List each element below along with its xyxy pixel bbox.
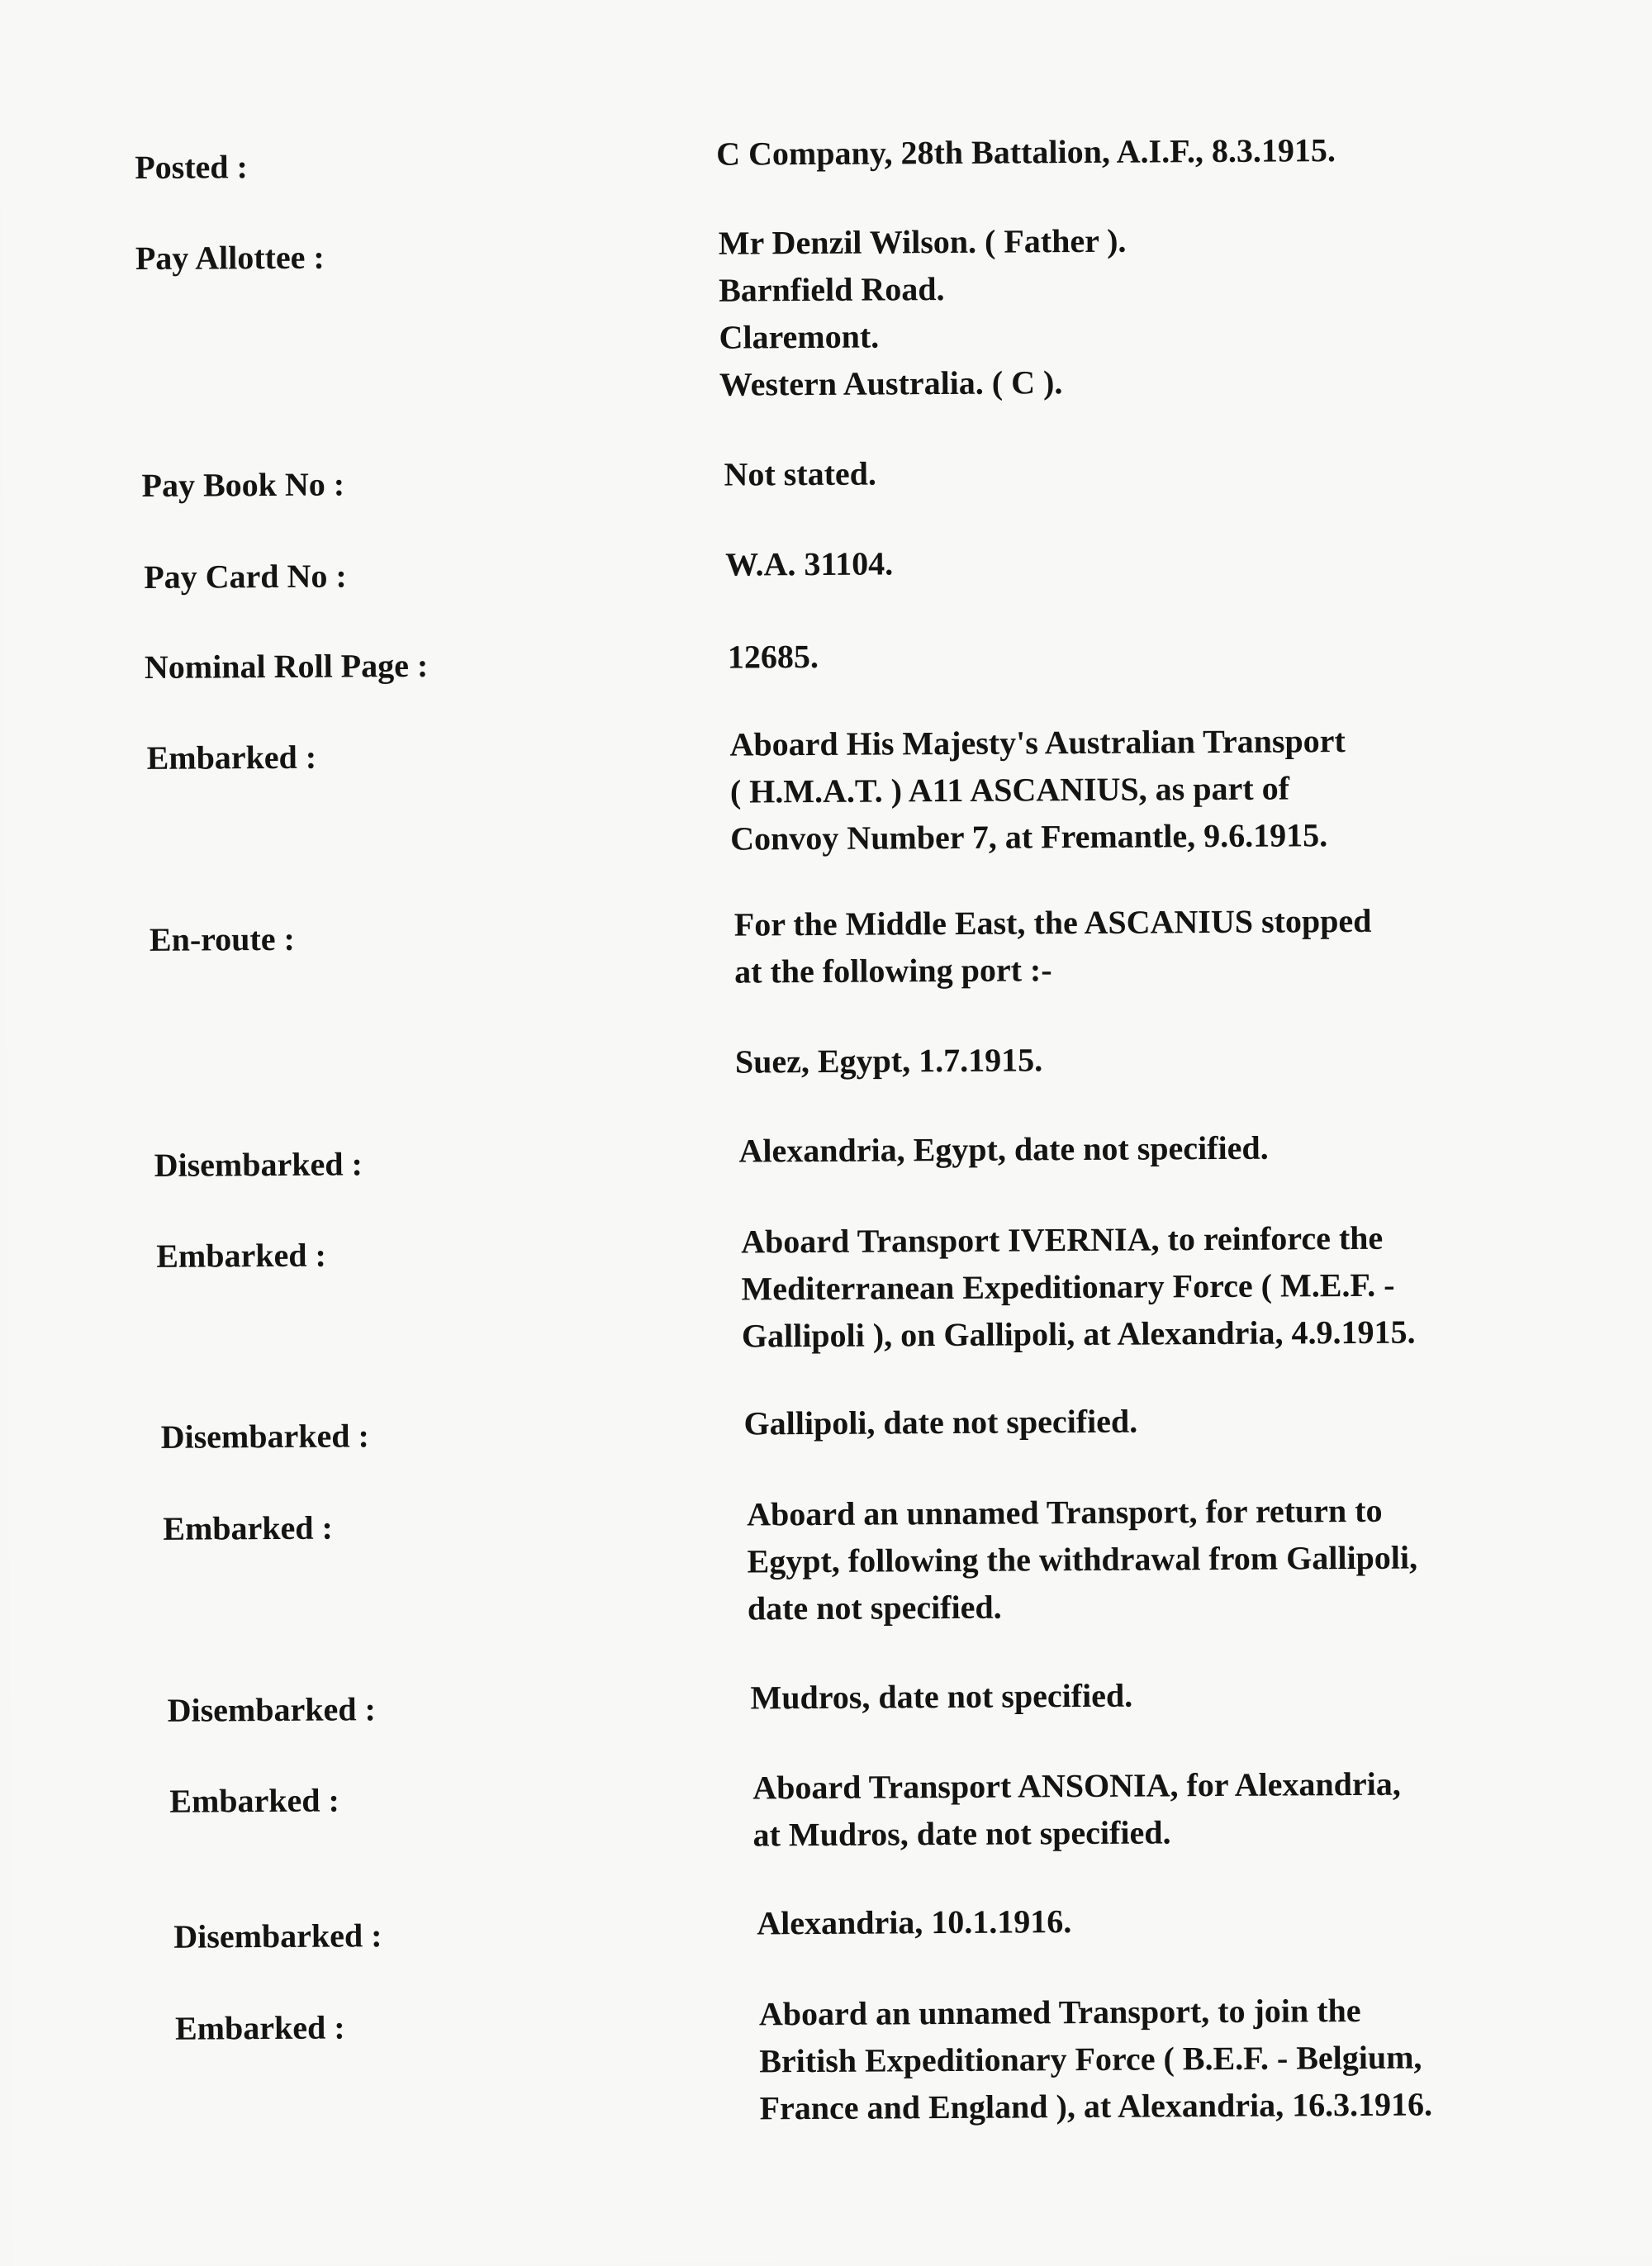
embarked-line: date not specified.: [747, 1588, 1002, 1627]
nominal-roll-value: [728, 629, 1554, 681]
embarked-line: at Mudros, date not specified.: [752, 1813, 1171, 1854]
pay-book-label: Pay Book No :: [141, 465, 345, 504]
embarked-value: [747, 1485, 1574, 1632]
pay-book-value: [724, 446, 1550, 498]
embarked-line: Aboard an unnamed Transport, to join the: [758, 1991, 1361, 2033]
pay-book-line: Not stated.: [724, 454, 877, 493]
embarked-label: Embarked :: [146, 738, 317, 777]
embarked-label: Embarked :: [174, 2008, 345, 2047]
pay-card-line: W.A. 31104.: [725, 544, 894, 583]
embarked-line: Aboard Transport IVERNIA, to reinforce the: [741, 1219, 1384, 1261]
spacer: [734, 990, 1560, 1038]
embarked-line: British Expeditionary Force ( B.E.F. - Belgium,: [759, 2038, 1422, 2080]
posted-value: [716, 126, 1542, 178]
nominal-roll-label: Nominal Roll Page :: [144, 646, 429, 686]
embarked-value: [729, 716, 1556, 862]
embarked-label: Embarked :: [156, 1236, 327, 1275]
pay-allottee-line: Mr Denzil Wilson. ( Father ).: [718, 221, 1127, 262]
disembarked-value: [738, 1122, 1564, 1174]
nominal-roll-line: 12685.: [727, 637, 819, 676]
disembarked-line: Alexandria, Egypt, date not specified.: [738, 1128, 1269, 1170]
disembarked-line: Gallipoli, date not specified.: [743, 1402, 1138, 1442]
disembarked-label: Disembarked :: [167, 1690, 377, 1729]
en-route-line: at the following port :-: [734, 951, 1052, 990]
embarked-line: Aboard His Majesty's Australian Transport: [729, 722, 1346, 763]
embarked-line: Aboard an unnamed Transport, for return to: [747, 1491, 1383, 1533]
embarked-line: Aboard Transport ANSONIA, for Alexandria,: [752, 1765, 1401, 1807]
disembarked-label: Disembarked :: [173, 1917, 382, 1955]
embarked-line: Egypt, following the withdrawal from Gallipoli,: [747, 1538, 1418, 1580]
disembarked-value: [750, 1669, 1576, 1721]
embarked-line: ( H.M.A.T. ) A11 ASCANIUS, as part of: [729, 769, 1290, 810]
disembarked-value: [743, 1394, 1569, 1447]
en-route-value: [734, 895, 1561, 1085]
pay-card-value: [725, 536, 1551, 588]
embarked-line: Gallipoli ), on Gallipoli, at Alexandria, 4.9.1915.: [741, 1313, 1416, 1355]
en-route-line: For the Middle East, the ASCANIUS stopped: [733, 901, 1372, 943]
disembarked-line: Alexandria, 10.1.1916.: [757, 1903, 1072, 1942]
pay-allottee-line: Claremont.: [719, 317, 880, 356]
disembarked-label: Disembarked :: [154, 1145, 363, 1184]
posted-label: Posted :: [135, 148, 249, 187]
en-route-label: En-route :: [149, 919, 296, 958]
embarked-line: Mediterranean Expeditionary Force ( M.E.F. -: [741, 1266, 1395, 1308]
embarked-label: Embarked :: [163, 1508, 334, 1547]
en-route-port-line: Suez, Egypt, 1.7.1915.: [734, 1041, 1043, 1081]
embarked-line: France and England ), at Alexandria, 16.3.1916.: [759, 2085, 1433, 2127]
embarked-value: [741, 1213, 1568, 1359]
embarked-line: Convoy Number 7, at Fremantle, 9.6.1915.: [730, 816, 1328, 857]
disembarked-label: Disembarked :: [160, 1417, 369, 1456]
disembarked-line: Mudros, date not specified.: [750, 1676, 1133, 1717]
embarked-label: Embarked :: [169, 1781, 340, 1820]
disembarked-value: [757, 1894, 1583, 1946]
pay-allottee-line: Barnfield Road.: [719, 270, 945, 309]
pay-allottee-label: Pay Allottee :: [135, 238, 325, 278]
pay-allottee-line: Western Australia. ( C ).: [719, 363, 1063, 403]
pay-allottee-value: [719, 215, 1545, 408]
posted-line: C Company, 28th Battalion, A.I.F., 8.3.1915.: [716, 131, 1336, 173]
embarked-value: [752, 1759, 1579, 1858]
embarked-value: [759, 1985, 1586, 2131]
pay-card-label: Pay Card No :: [144, 557, 347, 596]
